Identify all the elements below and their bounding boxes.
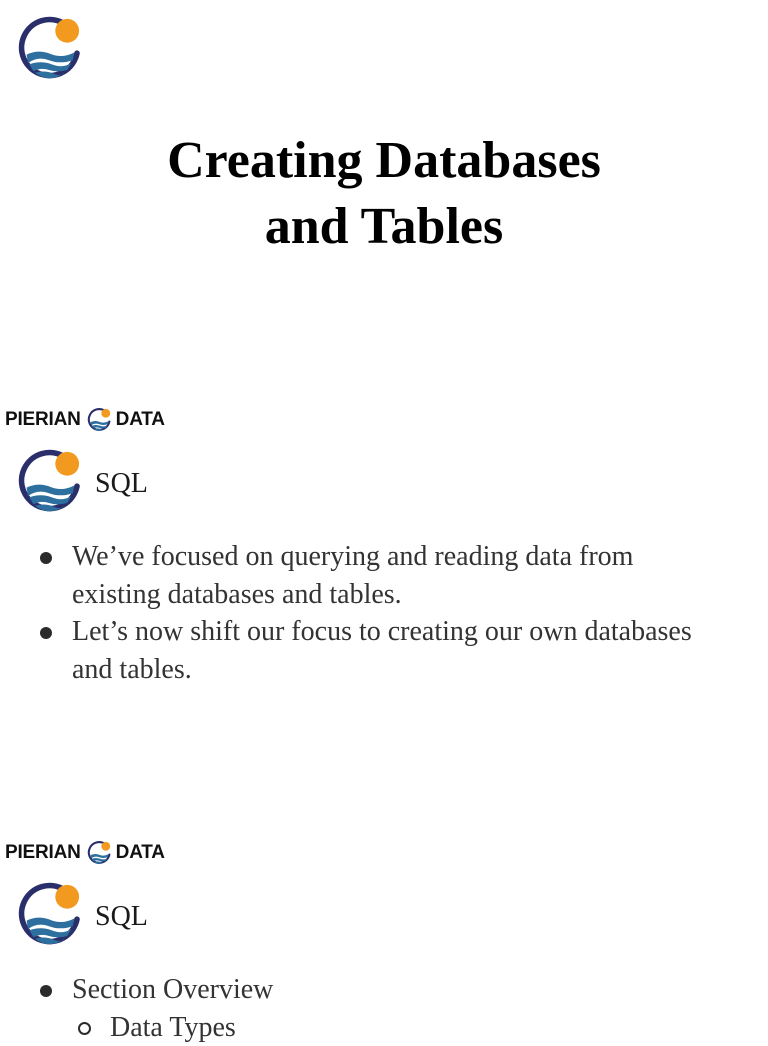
bullet-item: Let’s now shift our focus to creating our own databases and tables.	[0, 613, 702, 688]
sub-bullet-item: Data Types	[0, 1009, 740, 1046]
brand-left-text: PIERIAN	[5, 842, 81, 864]
section-overview-slide	[0, 832, 768, 1024]
sql-intro-slide	[0, 400, 768, 820]
slide-title-line-2: and Tables	[0, 194, 768, 260]
slide-title	[0, 128, 768, 260]
brand-right-text: DATA	[116, 842, 165, 864]
bullet-item: We’ve focused on querying and reading data from existing databases and tables.	[0, 538, 702, 613]
title-slide	[0, 0, 768, 380]
bullet-item: Section Overview	[0, 971, 702, 1009]
slide-title-line-1: Creating Databases	[0, 128, 768, 194]
pierian-data-brand	[5, 841, 165, 865]
pierian-data-brand	[5, 408, 165, 432]
bullet-list	[0, 538, 702, 688]
bullet-list	[0, 971, 740, 1046]
pierian-logo-icon	[14, 447, 84, 517]
pierian-logo-icon	[14, 14, 84, 84]
pierian-mini-logo-icon	[86, 407, 112, 433]
section-heading: SQL	[95, 901, 148, 933]
brand-right-text: DATA	[116, 409, 165, 431]
section-heading: SQL	[95, 468, 148, 500]
pierian-mini-logo-icon	[86, 840, 112, 866]
brand-left-text: PIERIAN	[5, 409, 81, 431]
pierian-logo-icon	[14, 880, 84, 950]
